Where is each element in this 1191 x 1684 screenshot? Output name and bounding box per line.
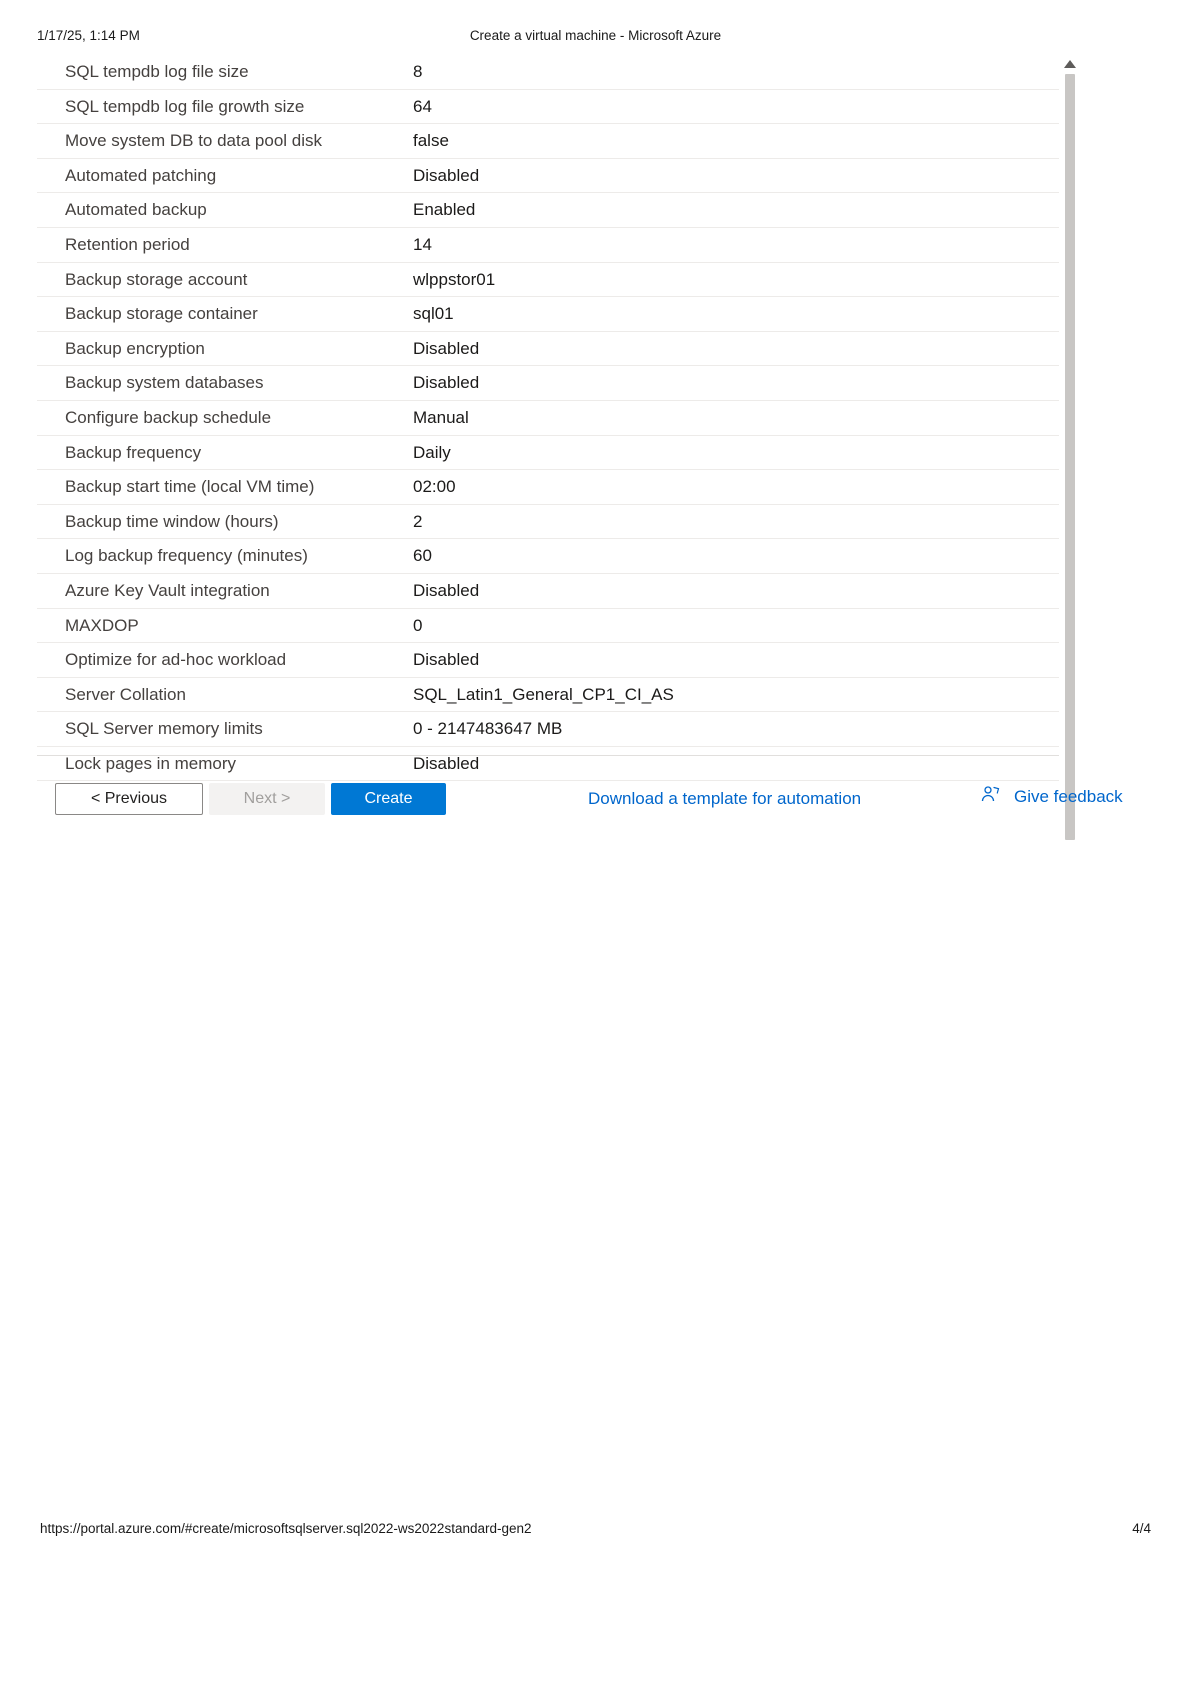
summary-value: 0 - 2147483647 MB	[413, 712, 1059, 747]
table-row	[37, 677, 1059, 712]
summary-value: SQL_Latin1_General_CP1_CI_AS	[413, 677, 1059, 712]
summary-value: 2	[413, 504, 1059, 539]
summary-key: Backup storage container	[37, 297, 413, 332]
summary-key: Optimize for ad-hoc workload	[37, 643, 413, 678]
print-header	[0, 28, 1191, 46]
summary-key: Retention period	[37, 227, 413, 262]
scrollbar-thumb[interactable]	[1065, 74, 1075, 840]
table-row	[37, 539, 1059, 574]
table-row	[37, 124, 1059, 159]
summary-key: Automated backup	[37, 193, 413, 228]
summary-key: Lock pages in memory	[37, 746, 413, 781]
summary-table-body	[37, 55, 1059, 781]
summary-value: Disabled	[413, 643, 1059, 678]
summary-key: MAXDOP	[37, 608, 413, 643]
summary-value: Disabled	[413, 746, 1059, 781]
summary-value: Disabled	[413, 158, 1059, 193]
table-row	[37, 712, 1059, 747]
summary-value: 60	[413, 539, 1059, 574]
print-date: 1/17/25, 1:14 PM	[37, 28, 140, 43]
review-create-summary-panel	[37, 55, 1059, 773]
next-button[interactable]: Next >	[209, 783, 325, 815]
summary-key: Backup system databases	[37, 366, 413, 401]
summary-key: Move system DB to data pool disk	[37, 124, 413, 159]
summary-value: Enabled	[413, 193, 1059, 228]
summary-value: Disabled	[413, 366, 1059, 401]
summary-value: Daily	[413, 435, 1059, 470]
table-row	[37, 262, 1059, 297]
summary-key: Backup start time (local VM time)	[37, 470, 413, 505]
table-row	[37, 331, 1059, 366]
summary-value: 14	[413, 227, 1059, 262]
table-row	[37, 435, 1059, 470]
summary-key: Backup encryption	[37, 331, 413, 366]
download-template-link[interactable]: Download a template for automation	[588, 789, 862, 808]
summary-value: Disabled	[413, 573, 1059, 608]
summary-value: 02:00	[413, 470, 1059, 505]
summary-value: 0	[413, 608, 1059, 643]
print-footer	[0, 1521, 1191, 1539]
summary-value: Manual	[413, 400, 1059, 435]
summary-key: Backup frequency	[37, 435, 413, 470]
table-row	[37, 158, 1059, 193]
summary-key: Azure Key Vault integration	[37, 573, 413, 608]
summary-value: false	[413, 124, 1059, 159]
summary-key: Server Collation	[37, 677, 413, 712]
give-feedback-button[interactable]	[1014, 781, 1123, 813]
person-feedback-icon	[979, 784, 1001, 806]
print-footer-page-number: 4/4	[1132, 1521, 1151, 1536]
summary-value: 64	[413, 89, 1059, 124]
give-feedback-label: Give feedback	[1014, 787, 1123, 806]
summary-table	[37, 55, 1059, 781]
summary-value: wlppstor01	[413, 262, 1059, 297]
scroll-up-arrow-icon[interactable]	[1064, 60, 1076, 68]
create-button[interactable]: Create	[331, 783, 446, 815]
summary-key: SQL tempdb log file growth size	[37, 89, 413, 124]
table-row	[37, 193, 1059, 228]
summary-key: Configure backup schedule	[37, 400, 413, 435]
table-row	[37, 608, 1059, 643]
summary-key: Log backup frequency (minutes)	[37, 539, 413, 574]
table-row	[37, 504, 1059, 539]
table-row	[37, 470, 1059, 505]
wizard-action-bar	[37, 755, 1123, 841]
summary-key: Backup time window (hours)	[37, 504, 413, 539]
table-row	[37, 89, 1059, 124]
vertical-scrollbar[interactable]	[1062, 56, 1078, 856]
summary-key: SQL tempdb log file size	[37, 55, 413, 89]
table-row	[37, 297, 1059, 332]
summary-value: sql01	[413, 297, 1059, 332]
print-footer-url: https://portal.azure.com/#create/microsoftsqlserver.sql2022-ws2022standard-gen2	[40, 1521, 532, 1536]
print-page-title: Create a virtual machine - Microsoft Azure	[469, 28, 722, 43]
table-row	[37, 573, 1059, 608]
table-row	[37, 55, 1059, 89]
summary-value: Disabled	[413, 331, 1059, 366]
table-row	[37, 366, 1059, 401]
summary-value: 8	[413, 55, 1059, 89]
summary-key: Automated patching	[37, 158, 413, 193]
summary-key: Backup storage account	[37, 262, 413, 297]
table-row	[37, 400, 1059, 435]
table-row	[37, 227, 1059, 262]
summary-key: SQL Server memory limits	[37, 712, 413, 747]
previous-button[interactable]: < Previous	[55, 783, 203, 815]
table-row	[37, 643, 1059, 678]
